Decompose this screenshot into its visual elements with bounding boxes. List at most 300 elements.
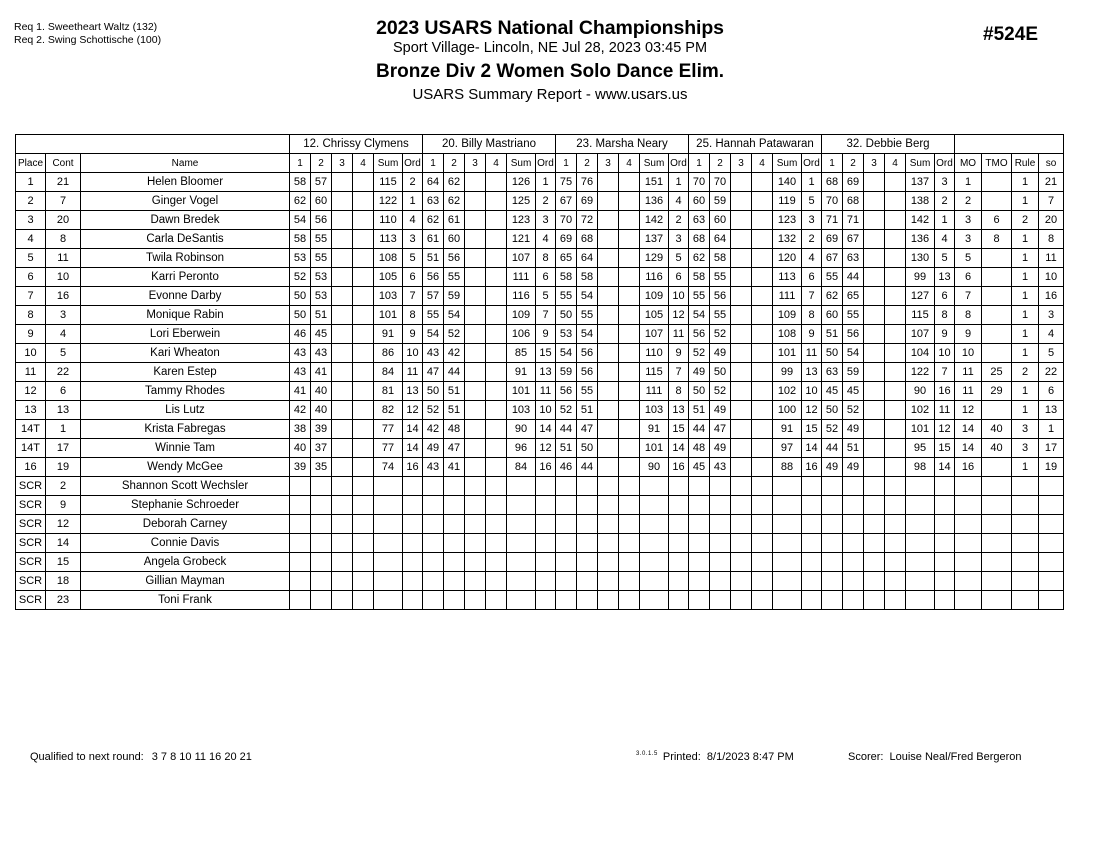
cell-j3-s3: [598, 534, 619, 553]
cell-j2-sum: 91: [507, 363, 536, 382]
cell-j2-ord: 1: [536, 173, 556, 192]
cell-j2-s3: [465, 591, 486, 610]
cell-j2-sum: 109: [507, 306, 536, 325]
cell-rule: 3: [1012, 420, 1039, 439]
table-row: [16, 287, 1064, 306]
cell-j1-s4: [353, 287, 374, 306]
col-header-place: Place: [16, 154, 46, 173]
cell-j3-s3: [598, 211, 619, 230]
col-header-j4-2: 2: [710, 154, 731, 173]
printed-line: [636, 751, 794, 763]
cell-j1-s1: 43: [290, 363, 311, 382]
cell-place: SCR: [16, 591, 46, 610]
cell-j2-s4: [486, 211, 507, 230]
table-row: [16, 344, 1064, 363]
band-spacer-right: [955, 135, 1064, 154]
cell-j2-ord: 6: [536, 268, 556, 287]
cell-j4-s2: [710, 534, 731, 553]
cell-j2-s1: 56: [423, 268, 444, 287]
cell-rule: [1012, 515, 1039, 534]
cell-j5-s1: [822, 515, 843, 534]
cell-j3-ord: [669, 515, 689, 534]
cell-j5-s1: [822, 534, 843, 553]
cell-j4-ord: [802, 553, 822, 572]
cell-so: 10: [1039, 268, 1064, 287]
cell-j4-sum: 120: [773, 249, 802, 268]
cell-j2-s2: [444, 553, 465, 572]
cell-j2-s1: 50: [423, 382, 444, 401]
cell-j5-s1: 60: [822, 306, 843, 325]
table-row: [16, 515, 1064, 534]
cell-j1-s2: 40: [311, 382, 332, 401]
cell-j1-ord: 11: [403, 363, 423, 382]
cell-j5-s4: [885, 192, 906, 211]
cell-j3-s2: 72: [577, 211, 598, 230]
col-header-j3-1: 1: [556, 154, 577, 173]
cell-j1-s2: 43: [311, 344, 332, 363]
cell-j1-s4: [353, 363, 374, 382]
cell-j2-s4: [486, 572, 507, 591]
cell-j1-s4: [353, 211, 374, 230]
cell-j5-s1: 50: [822, 344, 843, 363]
cell-j2-s2: 48: [444, 420, 465, 439]
cell-j4-s4: [752, 572, 773, 591]
cell-rule: [1012, 496, 1039, 515]
cell-j4-ord: 9: [802, 325, 822, 344]
cell-so: 11: [1039, 249, 1064, 268]
cell-j4-s4: [752, 401, 773, 420]
cell-j4-s1: 62: [689, 249, 710, 268]
cell-j3-s1: [556, 515, 577, 534]
cell-tmo: [982, 325, 1012, 344]
cell-cont: 21: [46, 173, 81, 192]
cell-j4-s3: [731, 363, 752, 382]
col-header-j5-2: 2: [843, 154, 864, 173]
cell-j3-s1: 58: [556, 268, 577, 287]
cell-j4-ord: 4: [802, 249, 822, 268]
cell-j2-s2: 51: [444, 382, 465, 401]
cell-j2-ord: 16: [536, 458, 556, 477]
cell-name: Krista Fabregas: [81, 420, 290, 439]
cell-j1-sum: 74: [374, 458, 403, 477]
cell-j2-ord: [536, 534, 556, 553]
cell-j5-s2: [843, 477, 864, 496]
cell-j5-sum: 142: [906, 211, 935, 230]
cell-j5-ord: [935, 534, 955, 553]
cell-j4-s1: 55: [689, 287, 710, 306]
cell-j5-s3: [864, 287, 885, 306]
cell-mo: 6: [955, 268, 982, 287]
cell-j5-sum: [906, 591, 935, 610]
cell-j3-ord: [669, 591, 689, 610]
cell-place: 9: [16, 325, 46, 344]
cell-rule: [1012, 553, 1039, 572]
cell-j1-s1: 38: [290, 420, 311, 439]
cell-j3-ord: 6: [669, 268, 689, 287]
cell-rule: 2: [1012, 363, 1039, 382]
table-row: [16, 249, 1064, 268]
cell-j5-s2: 67: [843, 230, 864, 249]
cell-j1-s3: [332, 553, 353, 572]
cell-j2-sum: 106: [507, 325, 536, 344]
cell-j1-ord: 10: [403, 344, 423, 363]
cell-j3-sum: [640, 477, 669, 496]
cell-j1-s4: [353, 401, 374, 420]
page-title: 2023 USARS National Championships: [376, 17, 724, 39]
cell-j4-s4: [752, 192, 773, 211]
cell-rule: [1012, 477, 1039, 496]
cell-j5-ord: [935, 477, 955, 496]
cell-j5-s1: 52: [822, 420, 843, 439]
cell-j1-ord: 9: [403, 325, 423, 344]
cell-j3-s4: [619, 401, 640, 420]
col-header-j5-ord: Ord: [935, 154, 955, 173]
cell-j1-s4: [353, 268, 374, 287]
cell-j2-s1: 63: [423, 192, 444, 211]
cell-mo: 16: [955, 458, 982, 477]
col-header-j4-sum: Sum: [773, 154, 802, 173]
qualified-numbers: 3 7 8 10 11 16 20 21: [151, 751, 252, 763]
cell-rule: 1: [1012, 192, 1039, 211]
col-header-j4-4: 4: [752, 154, 773, 173]
cell-j3-ord: 13: [669, 401, 689, 420]
cell-j4-s2: [710, 496, 731, 515]
col-header-j1-3: 3: [332, 154, 353, 173]
table-row: [16, 401, 1064, 420]
cell-j5-sum: [906, 553, 935, 572]
cell-j3-ord: [669, 572, 689, 591]
cell-j5-sum: 99: [906, 268, 935, 287]
judge-header-3: [556, 135, 689, 154]
cell-tmo: [982, 515, 1012, 534]
cell-j1-sum: [374, 496, 403, 515]
cell-j1-s2: 53: [311, 268, 332, 287]
col-header-j4-3: 3: [731, 154, 752, 173]
cell-cont: 2: [46, 477, 81, 496]
cell-mo: 2: [955, 192, 982, 211]
cell-j4-sum: 97: [773, 439, 802, 458]
cell-j3-s2: [577, 477, 598, 496]
cell-j4-s2: 59: [710, 192, 731, 211]
cell-j2-s4: [486, 173, 507, 192]
cell-j1-s1: 62: [290, 192, 311, 211]
cell-j2-s1: 52: [423, 401, 444, 420]
cell-name: Helen Bloomer: [81, 173, 290, 192]
cell-j3-s3: [598, 230, 619, 249]
cell-so: [1039, 591, 1064, 610]
cell-j3-s2: 54: [577, 287, 598, 306]
cell-j5-s3: [864, 173, 885, 192]
cell-place: 14T: [16, 439, 46, 458]
cell-j5-s2: 56: [843, 325, 864, 344]
cell-j1-sum: 91: [374, 325, 403, 344]
cell-j1-s3: [332, 344, 353, 363]
cell-rule: [1012, 534, 1039, 553]
cell-j4-s2: 49: [710, 439, 731, 458]
cell-j3-s4: [619, 458, 640, 477]
cell-place: 6: [16, 268, 46, 287]
cell-j5-ord: 16: [935, 382, 955, 401]
cell-j3-s3: [598, 477, 619, 496]
cell-j2-s2: 60: [444, 230, 465, 249]
cell-j3-sum: 101: [640, 439, 669, 458]
cell-j4-sum: [773, 515, 802, 534]
cell-tmo: 40: [982, 439, 1012, 458]
cell-so: [1039, 553, 1064, 572]
cell-j3-s1: 44: [556, 420, 577, 439]
judge-number: 23.: [576, 138, 593, 150]
cell-j2-ord: 13: [536, 363, 556, 382]
cell-cont: 1: [46, 420, 81, 439]
cell-j3-s4: [619, 325, 640, 344]
cell-j1-ord: [403, 477, 423, 496]
cell-mo: [955, 572, 982, 591]
cell-j5-ord: 4: [935, 230, 955, 249]
cell-j3-sum: [640, 591, 669, 610]
cell-j4-s3: [731, 420, 752, 439]
cell-j5-s1: 51: [822, 325, 843, 344]
cell-j1-s4: [353, 515, 374, 534]
cell-rule: 1: [1012, 173, 1039, 192]
cell-j2-s1: 57: [423, 287, 444, 306]
cell-j4-ord: 7: [802, 287, 822, 306]
cell-name: Monique Rabin: [81, 306, 290, 325]
cell-j4-sum: 123: [773, 211, 802, 230]
cell-j3-s2: 55: [577, 382, 598, 401]
cell-j3-s1: 52: [556, 401, 577, 420]
cell-j4-s3: [731, 591, 752, 610]
cell-j2-ord: 4: [536, 230, 556, 249]
cell-j4-s1: 51: [689, 401, 710, 420]
cell-j4-sum: 100: [773, 401, 802, 420]
cell-mo: 1: [955, 173, 982, 192]
cell-j4-s1: [689, 572, 710, 591]
cell-j5-s1: 67: [822, 249, 843, 268]
cell-j1-s1: [290, 553, 311, 572]
cell-j5-s4: [885, 173, 906, 192]
cell-j3-s2: 69: [577, 192, 598, 211]
cell-j3-s2: 64: [577, 249, 598, 268]
cell-j5-s3: [864, 458, 885, 477]
table-row: [16, 572, 1064, 591]
cell-j1-sum: [374, 572, 403, 591]
cell-j1-s2: 39: [311, 420, 332, 439]
cell-j2-s4: [486, 458, 507, 477]
cell-j4-s3: [731, 325, 752, 344]
cell-mo: 12: [955, 401, 982, 420]
cell-j4-ord: 13: [802, 363, 822, 382]
cell-j3-s3: [598, 268, 619, 287]
cell-j1-s2: [311, 591, 332, 610]
cell-so: 1: [1039, 420, 1064, 439]
cell-j5-s4: [885, 515, 906, 534]
cell-j2-sum: 84: [507, 458, 536, 477]
cell-tmo: [982, 572, 1012, 591]
cell-j3-s4: [619, 249, 640, 268]
cell-j3-sum: [640, 534, 669, 553]
cell-j5-s4: [885, 534, 906, 553]
cell-j5-s4: [885, 249, 906, 268]
cell-j1-s2: 57: [311, 173, 332, 192]
cell-tmo: [982, 534, 1012, 553]
cell-j4-s1: 68: [689, 230, 710, 249]
cell-j3-s1: 70: [556, 211, 577, 230]
cell-j1-sum: 101: [374, 306, 403, 325]
cell-j1-s2: [311, 534, 332, 553]
cell-name: Lis Lutz: [81, 401, 290, 420]
cell-j4-s3: [731, 192, 752, 211]
cell-j2-ord: 14: [536, 420, 556, 439]
cell-j3-s2: 50: [577, 439, 598, 458]
printed-value: 8/1/2023 8:47 PM: [706, 751, 794, 763]
cell-rule: 1: [1012, 287, 1039, 306]
cell-j4-s2: 55: [710, 306, 731, 325]
cell-j1-s1: 50: [290, 306, 311, 325]
cell-mo: [955, 477, 982, 496]
cell-j1-sum: 82: [374, 401, 403, 420]
cell-j5-s1: 45: [822, 382, 843, 401]
cell-j4-s2: [710, 515, 731, 534]
cell-j2-s3: [465, 458, 486, 477]
cell-mo: 3: [955, 230, 982, 249]
cell-j1-ord: [403, 553, 423, 572]
cell-j5-s4: [885, 230, 906, 249]
cell-j3-s4: [619, 591, 640, 610]
col-header-j5-1: 1: [822, 154, 843, 173]
cell-j5-s3: [864, 515, 885, 534]
cell-place: SCR: [16, 515, 46, 534]
col-header-j3-3: 3: [598, 154, 619, 173]
cell-j5-s4: [885, 458, 906, 477]
cell-j1-s2: 51: [311, 306, 332, 325]
cell-j1-s2: 60: [311, 192, 332, 211]
cell-j3-s3: [598, 420, 619, 439]
cell-j3-s2: 51: [577, 401, 598, 420]
cell-j2-ord: 10: [536, 401, 556, 420]
cell-j5-sum: 104: [906, 344, 935, 363]
requirement-label: Req 1.: [14, 21, 45, 33]
cell-j5-ord: 7: [935, 363, 955, 382]
cell-j1-s1: [290, 477, 311, 496]
cell-so: 21: [1039, 173, 1064, 192]
cell-j1-ord: 4: [403, 211, 423, 230]
cell-j3-s3: [598, 401, 619, 420]
cell-j4-s4: [752, 173, 773, 192]
cell-j2-s1: 42: [423, 420, 444, 439]
cell-j5-s3: [864, 496, 885, 515]
cell-j1-s1: 39: [290, 458, 311, 477]
cell-j4-s2: 49: [710, 401, 731, 420]
cell-j2-s4: [486, 496, 507, 515]
cell-j4-s3: [731, 572, 752, 591]
cell-j1-sum: 115: [374, 173, 403, 192]
cell-j4-ord: 6: [802, 268, 822, 287]
cell-mo: 8: [955, 306, 982, 325]
cell-j1-s4: [353, 173, 374, 192]
cell-j5-s1: 68: [822, 173, 843, 192]
cell-j4-s2: [710, 553, 731, 572]
cell-j3-ord: 4: [669, 192, 689, 211]
cell-tmo: [982, 344, 1012, 363]
cell-j3-s4: [619, 287, 640, 306]
cell-j4-s4: [752, 515, 773, 534]
cell-j3-s1: [556, 496, 577, 515]
cell-j1-s1: 52: [290, 268, 311, 287]
cell-j3-s3: [598, 363, 619, 382]
cell-cont: 6: [46, 382, 81, 401]
cell-j2-s1: 51: [423, 249, 444, 268]
cell-j5-ord: [935, 572, 955, 591]
cell-j2-s1: 55: [423, 306, 444, 325]
cell-j4-ord: 10: [802, 382, 822, 401]
cell-mo: [955, 553, 982, 572]
cell-j4-sum: 113: [773, 268, 802, 287]
cell-j1-s4: [353, 439, 374, 458]
cell-j1-s1: 53: [290, 249, 311, 268]
cell-j3-s4: [619, 306, 640, 325]
cell-j5-s4: [885, 306, 906, 325]
judge-number: 25.: [696, 138, 713, 150]
cell-j5-s2: [843, 496, 864, 515]
cell-j4-s1: 54: [689, 306, 710, 325]
cell-rule: 1: [1012, 382, 1039, 401]
cell-j1-s4: [353, 325, 374, 344]
cell-j1-s3: [332, 515, 353, 534]
cell-j1-s3: [332, 306, 353, 325]
cell-name: Tammy Rhodes: [81, 382, 290, 401]
cell-tmo: [982, 553, 1012, 572]
cell-j2-s4: [486, 439, 507, 458]
cell-so: 20: [1039, 211, 1064, 230]
cell-j5-s2: 44: [843, 268, 864, 287]
cell-j2-s3: [465, 534, 486, 553]
cell-place: 1: [16, 173, 46, 192]
cell-j4-s2: 64: [710, 230, 731, 249]
cell-j5-ord: [935, 515, 955, 534]
cell-j2-s1: 43: [423, 458, 444, 477]
cell-j1-s3: [332, 382, 353, 401]
cell-j1-sum: 103: [374, 287, 403, 306]
cell-j1-s3: [332, 534, 353, 553]
cell-j1-s1: 42: [290, 401, 311, 420]
cell-j1-sum: 110: [374, 211, 403, 230]
cell-so: 22: [1039, 363, 1064, 382]
cell-j1-sum: [374, 553, 403, 572]
cell-j4-s1: 63: [689, 211, 710, 230]
cell-j2-s2: [444, 477, 465, 496]
cell-j1-s3: [332, 230, 353, 249]
cell-j2-s1: [423, 515, 444, 534]
cell-j3-s2: [577, 572, 598, 591]
cell-j3-ord: 14: [669, 439, 689, 458]
cell-j4-ord: [802, 534, 822, 553]
table-row: [16, 534, 1064, 553]
cell-j4-s4: [752, 382, 773, 401]
cell-j5-s4: [885, 287, 906, 306]
cell-j4-s3: [731, 268, 752, 287]
cell-j3-s3: [598, 325, 619, 344]
cell-rule: [1012, 572, 1039, 591]
cell-j2-s2: 61: [444, 211, 465, 230]
cell-j2-sum: 121: [507, 230, 536, 249]
cell-tmo: [982, 458, 1012, 477]
cell-j1-s4: [353, 553, 374, 572]
col-header-j5-sum: Sum: [906, 154, 935, 173]
cell-rule: 1: [1012, 401, 1039, 420]
cell-j5-sum: [906, 477, 935, 496]
judge-number: 32.: [846, 138, 863, 150]
cell-j3-ord: 8: [669, 382, 689, 401]
